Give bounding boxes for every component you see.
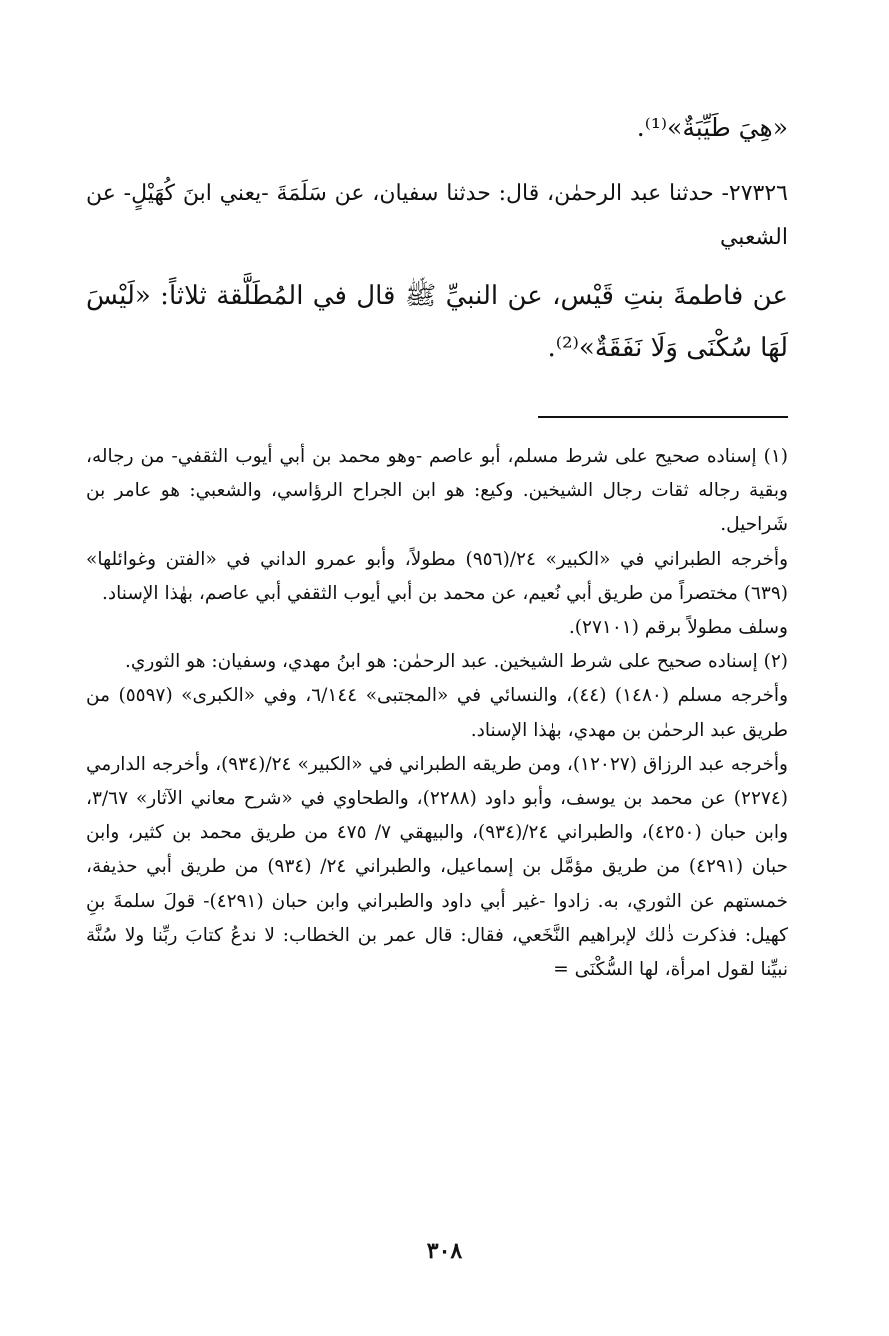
footnotes-section bbox=[86, 440, 788, 987]
footnote-separator bbox=[538, 416, 788, 418]
hadith-ending-line: «هِيَ طَيِّبَةٌ»⁽¹⁾. bbox=[636, 113, 788, 142]
footnote-2-paragraph: (٢) إسناده صحيح على شرط الشيخين. عبد الرحمٰن: هو ابنُ مهدي، وسفيان: هو الثوري. bbox=[125, 651, 788, 673]
footnote-2-sources-paragraph: وأخرجه مسلم (١٤٨٠) (٤٤)، والنسائي في «المجتبى» ٦/١٤٤، وفي «الكبرى» (٥٥٩٧) من طريق عبد الرحمٰن بن مهدي، بهٰذا الإسناد. bbox=[86, 685, 789, 741]
footnote-2-additional-sources: وأخرجه عبد الرزاق (١٢٠٢٧)، ومن طريقه الطبراني في «الكبير» ٢٤/(٩٣٤)، وأخرجه الدارمي (٢٢٧٤) عن محمد بن يوسف، وأبو داود (٢٢٨٨)، والطحاوي في «شرح معاني الآثار» ٣/٦٧، وابن حبان (٤٢٥٠)، والطبراني ٢٤/(٩٣٤)، والبيهقي ٧/ ٤٧٥ من طريق محمد بن كثير، وابن حبان (٤٢٩١) من طريق مؤمَّل بن إسماعيل، والطبراني ٢٤/ (٩٣٤) من طريق أبي حذيفة، خمستهم عن الثوري، به. زادوا -غير أبي داود والطبراني وابن حبان (٤٢٩١)- قولَ سلمةَ بنِ كهيل: فذكرت ذٰلك لإبراهيم النَّخَعي، فقال: قال عمر بن الخطاب: لا ندعُ كتابَ ربِّنا ولا سُنَّة نبيِّنا لقول امرأة، لها السُّكْنَى = bbox=[86, 753, 789, 981]
hadith-matn: عن فاطمةَ بنتِ قَيْس، عن النبيِّ ﷺ قال في المُطَلَّقة ثلاثاً: «لَيْسَ لَهَا سُكْنَى وَلَا نَفَقَةٌ»⁽²⁾. bbox=[86, 281, 788, 363]
footnote-1-sources-paragraph: وأخرجه الطبراني في «الكبير» ٢٤/(٩٥٦) مطولاً، وأبو عمرو الداني في «الفتن وغوائلها» (٦٣٩) مختصراً من طريق أبي نُعيم، عن محمد بن أبي أيوب الثقفي أبي عاصم، بهٰذا الإسناد. bbox=[86, 548, 789, 604]
footnote-1-paragraph: (١) إسناده صحيح على شرط مسلم، أبو عاصم -وهو محمد بن أبي أيوب الثقفي- من رجاله، وبقية رجاله ثقات رجال الشيخين. وكيع: هو ابن الجراح الرؤاسي، والشعبي: هو عامر بن شَراحيل. bbox=[86, 446, 788, 536]
footnote-1-cross-reference: وسلف مطولاً برقم (٢٧١٠١). bbox=[568, 617, 788, 639]
page-number: ٣٠٨ bbox=[426, 1238, 463, 1264]
hadith-isnad: ٢٧٣٢٦- حدثنا عبد الرحمٰن، قال: حدثنا سفيان، عن سَلَمَةَ -يعني ابنَ كُهَيْلٍ- عن الشعبي bbox=[86, 181, 788, 250]
